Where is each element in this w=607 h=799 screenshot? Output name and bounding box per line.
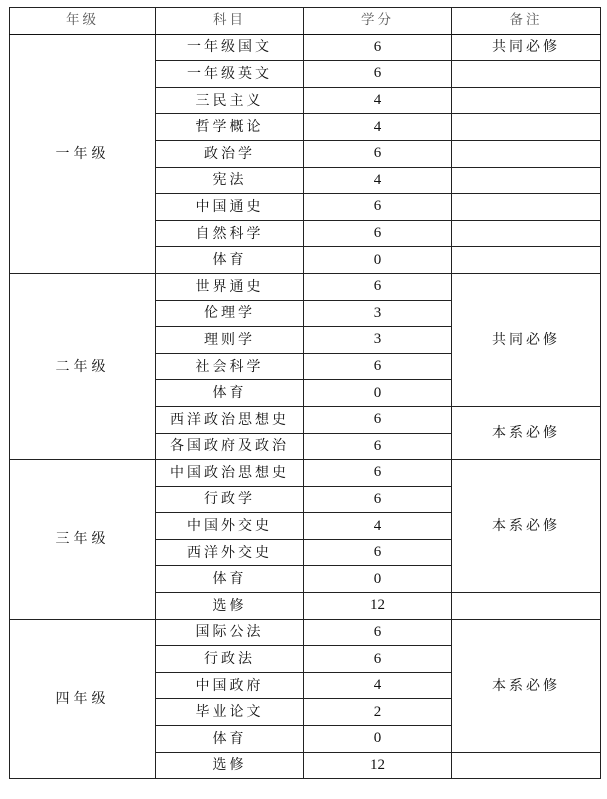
- credits-cell: 6: [304, 539, 452, 566]
- credits-cell: 6: [304, 61, 452, 88]
- credits-cell: 2: [304, 699, 452, 726]
- header-credits: 学分: [304, 8, 452, 35]
- subject-cell: 中国通史: [156, 194, 304, 221]
- grade-cell: 四年级: [10, 619, 156, 779]
- subject-cell: 选修: [156, 752, 304, 779]
- credits-cell: 6: [304, 460, 452, 487]
- credits-cell: 4: [304, 87, 452, 114]
- table-row: [10, 460, 601, 487]
- credits-cell: 6: [304, 194, 452, 221]
- subject-cell: 西洋政治思想史: [156, 406, 304, 433]
- remark-cell-empty: [452, 87, 601, 114]
- credits-cell: 6: [304, 220, 452, 247]
- credits-cell: 6: [304, 646, 452, 673]
- table-row: [10, 273, 601, 300]
- subject-cell: 自然科学: [156, 220, 304, 247]
- remark-cell-empty: [452, 593, 601, 620]
- credits-cell: 12: [304, 752, 452, 779]
- subject-cell: 中国政府: [156, 672, 304, 699]
- header-subject: 科目: [156, 8, 304, 35]
- credits-cell: 3: [304, 300, 452, 327]
- grade-cell: 一年级: [10, 34, 156, 273]
- subject-cell: 中国政治思想史: [156, 460, 304, 487]
- table-row: [10, 619, 601, 646]
- remark-cell: 共同必修: [452, 34, 601, 61]
- course-credit-table: [9, 7, 601, 779]
- subject-cell: 世界通史: [156, 273, 304, 300]
- credits-cell: 12: [304, 593, 452, 620]
- subject-cell: 西洋外交史: [156, 539, 304, 566]
- credits-cell: 4: [304, 114, 452, 141]
- remark-cell-empty: [452, 220, 601, 247]
- credits-cell: 4: [304, 513, 452, 540]
- credits-cell: 6: [304, 486, 452, 513]
- credits-cell: 6: [304, 273, 452, 300]
- subject-cell: 体育: [156, 247, 304, 274]
- credits-cell: 0: [304, 380, 452, 407]
- subject-cell: 行政法: [156, 646, 304, 673]
- credits-cell: 6: [304, 619, 452, 646]
- subject-cell: 政治学: [156, 140, 304, 167]
- remark-cell-empty: [452, 167, 601, 194]
- credits-cell: 0: [304, 726, 452, 753]
- remark-cell: 本系必修: [452, 619, 601, 752]
- remark-cell-empty: [452, 114, 601, 141]
- remark-cell-empty: [452, 140, 601, 167]
- subject-cell: 国际公法: [156, 619, 304, 646]
- credits-cell: 6: [304, 140, 452, 167]
- credits-cell: 6: [304, 406, 452, 433]
- remark-cell-empty: [452, 194, 601, 221]
- credits-cell: 4: [304, 672, 452, 699]
- subject-cell: 体育: [156, 566, 304, 593]
- subject-cell: 体育: [156, 380, 304, 407]
- subject-cell: 社会科学: [156, 353, 304, 380]
- subject-cell: 三民主义: [156, 87, 304, 114]
- grade-cell: 二年级: [10, 273, 156, 459]
- remark-cell: 本系必修: [452, 406, 601, 459]
- remark-cell-empty: [452, 61, 601, 88]
- header-remarks: 备注: [452, 8, 601, 35]
- remark-cell-empty: [452, 247, 601, 274]
- subject-cell: 选修: [156, 593, 304, 620]
- subject-cell: 理则学: [156, 327, 304, 354]
- subject-cell: 中国外交史: [156, 513, 304, 540]
- subject-cell: 哲学概论: [156, 114, 304, 141]
- remark-cell-empty: [452, 752, 601, 779]
- subject-cell: 体育: [156, 726, 304, 753]
- header-row: [10, 8, 601, 35]
- subject-cell: 一年级国文: [156, 34, 304, 61]
- subject-cell: 毕业论文: [156, 699, 304, 726]
- credits-cell: 0: [304, 247, 452, 274]
- table-row: [10, 34, 601, 61]
- header-grade: 年级: [10, 8, 156, 35]
- credits-cell: 0: [304, 566, 452, 593]
- credits-cell: 3: [304, 327, 452, 354]
- subject-cell: 伦理学: [156, 300, 304, 327]
- credits-cell: 4: [304, 167, 452, 194]
- subject-cell: 宪法: [156, 167, 304, 194]
- remark-cell: 本系必修: [452, 460, 601, 593]
- remark-cell: 共同必修: [452, 273, 601, 406]
- credits-cell: 6: [304, 353, 452, 380]
- subject-cell: 行政学: [156, 486, 304, 513]
- subject-cell: 各国政府及政治: [156, 433, 304, 460]
- credits-cell: 6: [304, 433, 452, 460]
- subject-cell: 一年级英文: [156, 61, 304, 88]
- credits-cell: 6: [304, 34, 452, 61]
- grade-cell: 三年级: [10, 460, 156, 620]
